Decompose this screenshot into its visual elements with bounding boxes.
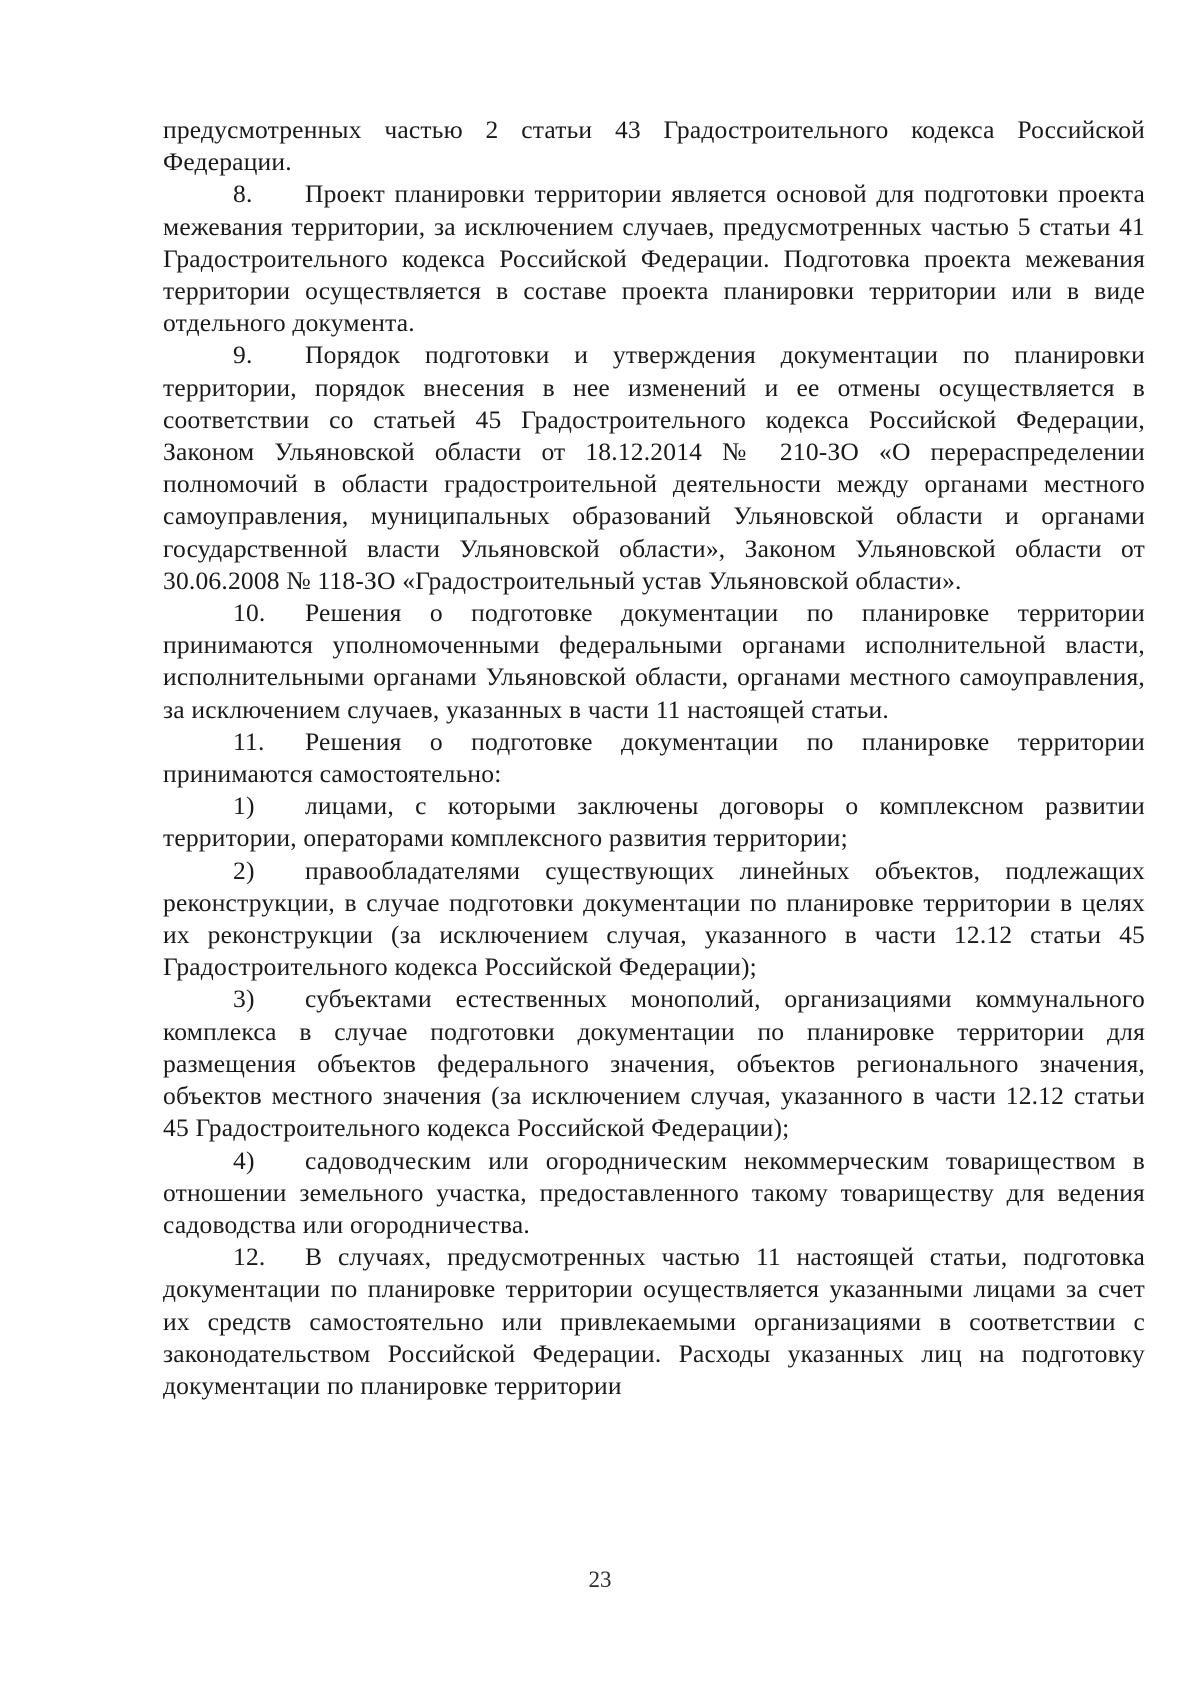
paragraph-8 (163, 178, 1145, 339)
subitem-1 (163, 790, 1145, 854)
paragraph-text: Решения о подготовке документации по планировке территории принимаются самостоятельно: (163, 726, 1145, 789)
subitem-number: 4) (233, 1145, 255, 1175)
subitem-text: лицами, с которыми заключены договоры о комплексном развитии территории, операторами комплексного развития территории; (163, 791, 1145, 853)
subitem-4 (163, 1145, 1145, 1242)
paragraph-number: 8. (233, 179, 253, 209)
subitem-text: субъектами естественных монополий, организациями коммунального комплекса в случае подготовки документации по планировке территории для размещения объектов федерального значения, объектов регионального значения, объектов местного значения (за исключением случая, указанного в части 12.12 статьи 45 Градостроительного кодекса Российской Федерации); (163, 984, 1145, 1143)
continuation-paragraph: предусмотренных частью 2 статьи 43 Градостроительного кодекса Российской Федерации. (163, 115, 1145, 177)
paragraph-number: 12. (233, 1242, 266, 1272)
subitem-number: 1) (233, 791, 255, 821)
paragraph-12 (163, 1241, 1145, 1402)
document-body (163, 114, 1145, 1402)
paragraph-number: 11. (233, 726, 265, 756)
subitem-number: 3) (233, 984, 255, 1014)
paragraph-10 (163, 597, 1145, 726)
paragraph-9 (163, 339, 1145, 597)
paragraph-text: Порядок подготовки и утверждения документации по планировки территории, порядок внесения в нее изменений и ее отмены осуществляется в соответствии со статьей 45 Градостроительного кодекса Российской Федерации, Законом Ульяновской области от 18.12.2014 № 210-ЗО «О перераспределении полномочий в области градостроительной деятельности между органами местного самоуправления, муниципальных образований Ульяновской области и органами государственной власти Ульяновской области», Законом Ульяновской области от 30.06.2008 № 118-ЗО «Градостроительный устав Ульяновской области». (163, 340, 1145, 595)
paragraph-text: Решения о подготовке документации по планировке территории принимаются уполномоченными федеральными органами исполнительной власти, исполнительными органами Ульяновской области, органами местного самоуправления, за исключением случаев, указанных в части 11 настоящей статьи. (163, 598, 1145, 724)
page-number: 23 (588, 1567, 612, 1592)
subitem-number: 2) (233, 855, 255, 885)
paragraph-text: В случаях, предусмотренных частью 11 настоящей статьи, подготовка документации по планировке территории осуществляется указанными лицами за счет их средств самостоятельно или привлекаемыми организациями в соответствии с законодательством Российской Федерации. Расходы указанных лиц на подготовку документации по планировке территории (163, 1242, 1145, 1400)
paragraph-number: 10. (233, 598, 266, 628)
subitem-3 (163, 983, 1145, 1144)
paragraph-number: 9. (233, 340, 253, 370)
subitem-text: правообладателями существующих линейных объектов, подлежащих реконструкции, в случае подготовки документации по планировке территории в целях их реконструкции (за исключением случая, указанного в части 12.12 статьи 45 Градостроительного кодекса Российской Федерации); (163, 855, 1145, 982)
subitem-text: садоводческим или огородническим некоммерческим товариществом в отношении земельного участка, предоставленного такому товариществу для ведения садоводства или огородничества. (163, 1145, 1145, 1239)
paragraph-text: Проект планировки территории является основой для подготовки проекта межевания территории, за исключением случаев, предусмотренных частью 5 статьи 41 Градостроительного кодекса Российской Федерации. Подготовка проекта межевания территории осуществляется в составе проекта планировки территории или в виде отдельного документа. (163, 179, 1145, 338)
subitem-2 (163, 855, 1145, 984)
paragraph-11 (163, 726, 1145, 790)
